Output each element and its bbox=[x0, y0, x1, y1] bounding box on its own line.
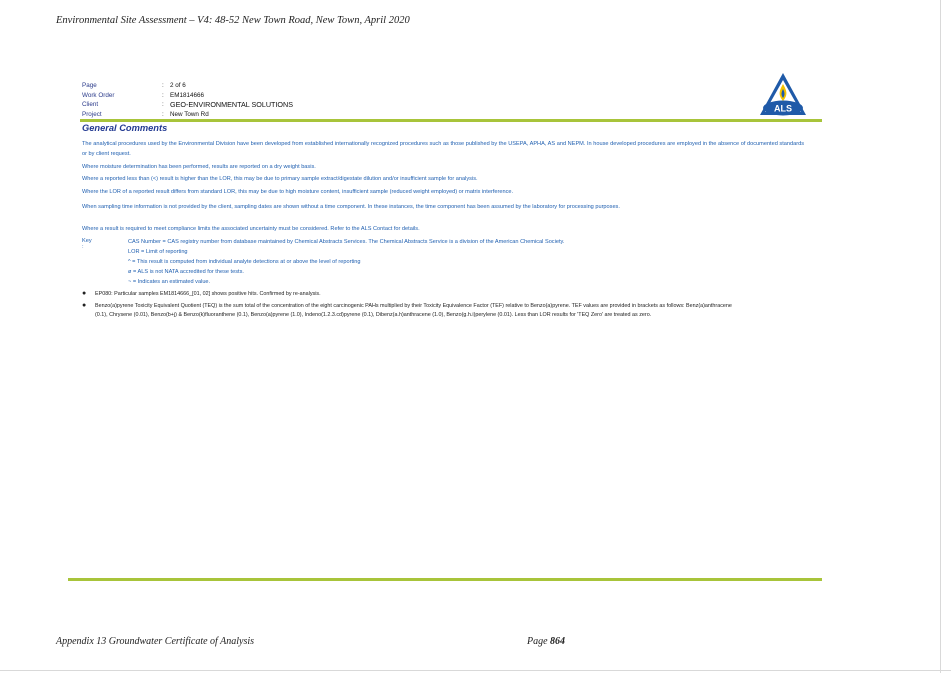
key-line: CAS Number = CAS registry number from database maintained by Chemical Abstracts Services. The Chemical Abstracts Service is a division of the American Chemical Society. bbox=[128, 239, 565, 245]
meta-label: Project bbox=[82, 110, 102, 118]
meta-value: New Town Rd bbox=[170, 110, 209, 118]
meta-label: Work Order bbox=[82, 91, 115, 99]
paragraph-procedures: The analytical procedures used by the Environmental Division have been developed from established internationally recognized procedures such as those published by the USEPA, APHA, AS and NEPM. In house developed procedures are employed in the absence of documented standards or by client request. bbox=[82, 141, 804, 157]
meta-row-work-order: Work Order : EM1814666 bbox=[82, 91, 204, 99]
bullet-text: Benzo(a)pyrene Toxicity Equivalent Quotient (TEQ) is the sum total of the concentration of the eight carcinogenic PAHs multiplied by their Toxicity Equivalence Factor (TEF) relative to Benzo(a)pyrene. TEF values are provided in brackets as follows: Benz(a)anthracene (0.1), Chrysene (0.01), Benzo(b+j) & Benzo(k)fluoranthene (0.1), Benzo(a)pyrene (1.0), Indeno(1.2.3.cd)pyrene (0.1), Dibenz(a.h)anthracene (1.0), Benzo(g.h.i)perylene (0.01). Less than LOR results for 'TEQ Zero' are treated as zero. bbox=[95, 303, 732, 318]
key-label: Key : bbox=[82, 238, 92, 250]
running-title: Environmental Site Assessment – V4: 48-52 New Town Road, New Town, April 2020 bbox=[56, 15, 410, 26]
section-title: General Comments bbox=[82, 123, 168, 133]
bullet-icon: ● bbox=[82, 290, 87, 297]
meta-row-client: Client : GEO-ENVIRONMENTAL SOLUTIONS bbox=[82, 100, 294, 110]
report-meta bbox=[82, 81, 293, 119]
paragraph-compliance: Where a result is required to meet compliance limits the associated uncertainty must be considered. Refer to the ALS Contact for details. bbox=[82, 226, 420, 232]
top-divider bbox=[80, 119, 822, 122]
footer-appendix-title: Appendix 13 Groundwater Certificate of Analysis bbox=[56, 636, 255, 647]
bullet-text: EP080: Particular samples EM1814666_[01, 02] shows positive hits. Confirmed by re-analysis. bbox=[95, 291, 321, 297]
paragraph-sampling-time: When sampling time information is not provided by the client, sampling dates are shown without a time component. In these instances, the time component has been assumed by the laboratory for processing purposes. bbox=[82, 204, 620, 210]
als-logo bbox=[758, 71, 808, 119]
meta-row-project: Project : New Town Rd bbox=[82, 110, 209, 118]
page-number: 864 bbox=[550, 636, 566, 647]
key-line: LOR = Limit of reporting bbox=[128, 248, 188, 255]
page-edge bbox=[0, 670, 951, 671]
meta-value: EM1814666 bbox=[170, 91, 204, 99]
page-edge bbox=[940, 0, 941, 673]
footer-page-number bbox=[527, 636, 565, 647]
bottom-divider bbox=[68, 578, 822, 581]
meta-row-page: Page : 2 of 6 bbox=[82, 82, 186, 90]
meta-value: 2 of 6 bbox=[170, 82, 186, 90]
key-line: ~ = Indicates an estimated value. bbox=[128, 278, 211, 285]
key-line: ø = ALS is not NATA accredited for these tests. bbox=[128, 268, 244, 275]
key-line: ^ = This result is computed from individual analyte detections at or above the level of reporting bbox=[128, 258, 361, 265]
page-prefix: Page bbox=[527, 636, 548, 647]
meta-value: GEO-ENVIRONMENTAL SOLUTIONS bbox=[170, 100, 294, 110]
paragraph-less-than: Where a reported less than (<) result is higher than the LOR, this may be due to primary sample extract/digestate dilution and/or insufficient sample for analysis. bbox=[82, 176, 478, 182]
paragraph-lor: Where the LOR of a reported result differs from standard LOR, this may be due to high moisture content, insufficient sample (reduced weight employed) or matrix interference. bbox=[82, 189, 514, 195]
logo-text: ALS bbox=[774, 103, 792, 114]
meta-label: Page bbox=[82, 82, 97, 90]
bullet-icon: ● bbox=[82, 302, 87, 309]
paragraph-moisture: Where moisture determination has been performed, results are reported on a dry weight basis. bbox=[82, 164, 316, 170]
meta-label: Client bbox=[82, 101, 99, 109]
